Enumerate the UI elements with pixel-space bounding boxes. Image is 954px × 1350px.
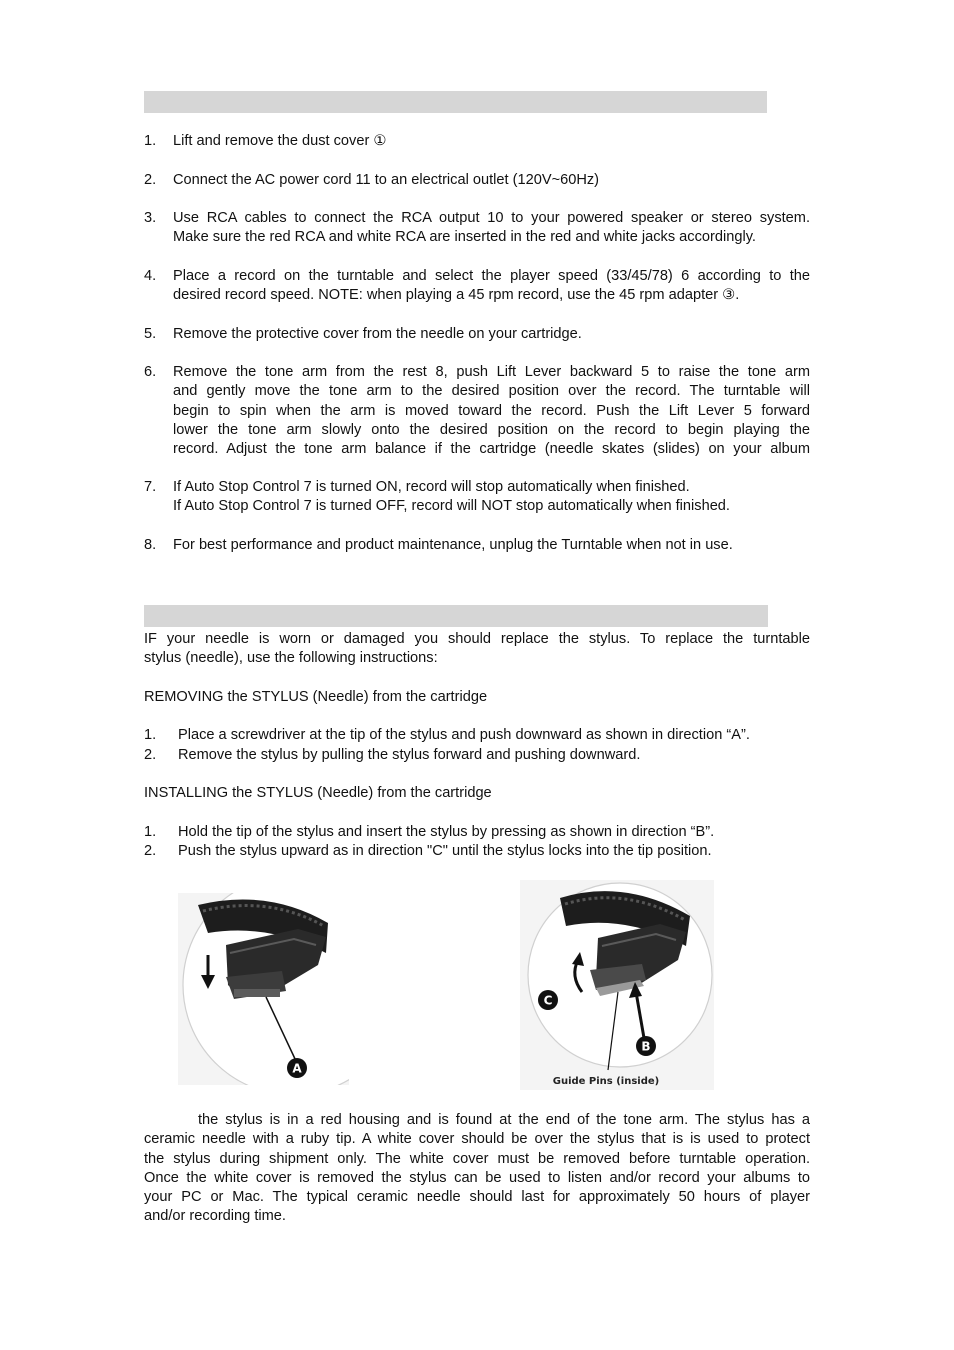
step-number: 3.: [144, 210, 157, 226]
stylus-removal-figure: [178, 893, 349, 1085]
intro-line: IF your needle is worn or damaged you should replace the stylus. To replace the turntable: [144, 631, 810, 647]
step-text-line: record. Adjust the tone arm balance if the cartridge (needle skates (slides) on your album: [173, 441, 810, 458]
stylus-intro: [144, 630, 810, 669]
setup-step-7: [144, 478, 810, 517]
setup-step-3: [144, 209, 810, 248]
description-line: Once the white cover is removed the stylus can be used to listen and/or record your albums to: [144, 1169, 810, 1186]
intro-line: stylus (needle), use the following instructions:: [144, 650, 438, 667]
step-number: 1.: [144, 727, 157, 743]
step-text-line: desired record speed. NOTE: when playing a 45 rpm record, use the 45 rpm adapter ③.: [173, 287, 740, 304]
figure-label-c: C: [543, 993, 553, 1008]
installing-heading: INSTALLING the STYLUS (Needle) from the cartridge: [144, 785, 492, 801]
description-line: and/or recording time.: [144, 1208, 286, 1225]
stylus-install-illustration: [520, 880, 714, 1090]
step-text: Push the stylus upward as in direction "C" until the stylus locks into the tip position.: [178, 843, 712, 859]
setup-step-6: [144, 363, 810, 459]
installing-step-2: [144, 842, 810, 861]
setup-step-1: [144, 132, 810, 151]
step-text-line: begin to spin when the arm is moved toward the record. Push the Lift Lever 5 forward: [173, 402, 810, 419]
step-text-line: lower the tone arm slowly onto the desired position on the record to begin playing the: [173, 421, 810, 438]
removing-step-2: [144, 746, 810, 765]
step-text-line: If Auto Stop Control 7 is turned OFF, record will NOT stop automatically when finished.: [173, 498, 730, 515]
section-bar-stylus: [144, 605, 768, 627]
figure-label-a: A: [292, 1061, 302, 1076]
setup-step-2: [144, 171, 810, 190]
step-number: 5.: [144, 326, 157, 342]
step-text-line: Remove the tone arm from the rest 8, push Lift Lever backward 5 to raise the tone arm: [173, 364, 810, 380]
stylus-description: [144, 1111, 810, 1227]
description-line: ceramic needle with a ruby tip. A white cover should be over the stylus that is is used to protect: [144, 1131, 810, 1148]
removing-step-1: [144, 726, 810, 745]
setup-step-4: [144, 267, 810, 306]
description-line: your PC or Mac. The typical ceramic needle should last for approximately 50 hours of player: [144, 1189, 810, 1206]
step-number: 8.: [144, 537, 157, 553]
installing-step-1: [144, 823, 810, 842]
step-text: Hold the tip of the stylus and insert the stylus by pressing as shown in direction “B”.: [178, 824, 715, 840]
step-text-line: Use RCA cables to connect the RCA output 10 to your powered speaker or stereo system.: [173, 210, 810, 226]
figure-caption: Guide Pins (inside): [552, 1076, 660, 1087]
stylus-removal-illustration: [178, 893, 349, 1085]
setup-step-8: [144, 536, 810, 555]
step-number: 2.: [144, 843, 157, 859]
step-number: 1.: [144, 133, 157, 149]
step-number: 2.: [144, 747, 157, 763]
step-number: 1.: [144, 824, 157, 840]
setup-step-5: [144, 325, 810, 344]
step-text: Lift and remove the dust cover ①: [173, 133, 387, 149]
step-text: Place a screwdriver at the tip of the stylus and push downward as shown in direction “A”.: [178, 727, 750, 743]
section-bar-setup: [144, 91, 767, 113]
step-number: 2.: [144, 172, 157, 188]
step-text-line: If Auto Stop Control 7 is turned ON, record will stop automatically when finished.: [173, 479, 690, 495]
step-number: 6.: [144, 364, 157, 380]
removing-heading: REMOVING the STYLUS (Needle) from the cartridge: [144, 689, 488, 705]
step-text: Remove the protective cover from the needle on your cartridge.: [173, 326, 582, 342]
step-text-line: Make sure the red RCA and white RCA are inserted in the red and white jacks accordingly.: [173, 229, 756, 246]
step-text: Remove the stylus by pulling the stylus forward and pushing downward.: [178, 747, 641, 763]
step-text-line: Place a record on the turntable and select the player speed (33/45/78) 6 according to the: [173, 268, 810, 284]
description-line: the stylus is in a red housing and is found at the end of the tone arm. The stylus has a: [198, 1112, 810, 1128]
step-number: 7.: [144, 479, 157, 495]
step-number: 4.: [144, 268, 157, 284]
step-text: Connect the AC power cord 11 to an electrical outlet (120V~60Hz): [173, 172, 600, 188]
step-text-line: and gently move the tone arm to the desired position over the record. The turntable will: [173, 383, 810, 400]
description-line: the stylus during shipment only. The white cover must be removed before turntable operation.: [144, 1150, 810, 1167]
figure-label-b: B: [641, 1039, 651, 1054]
step-text: For best performance and product maintenance, unplug the Turntable when not in use.: [173, 537, 733, 553]
stylus-install-figure: [520, 880, 714, 1090]
